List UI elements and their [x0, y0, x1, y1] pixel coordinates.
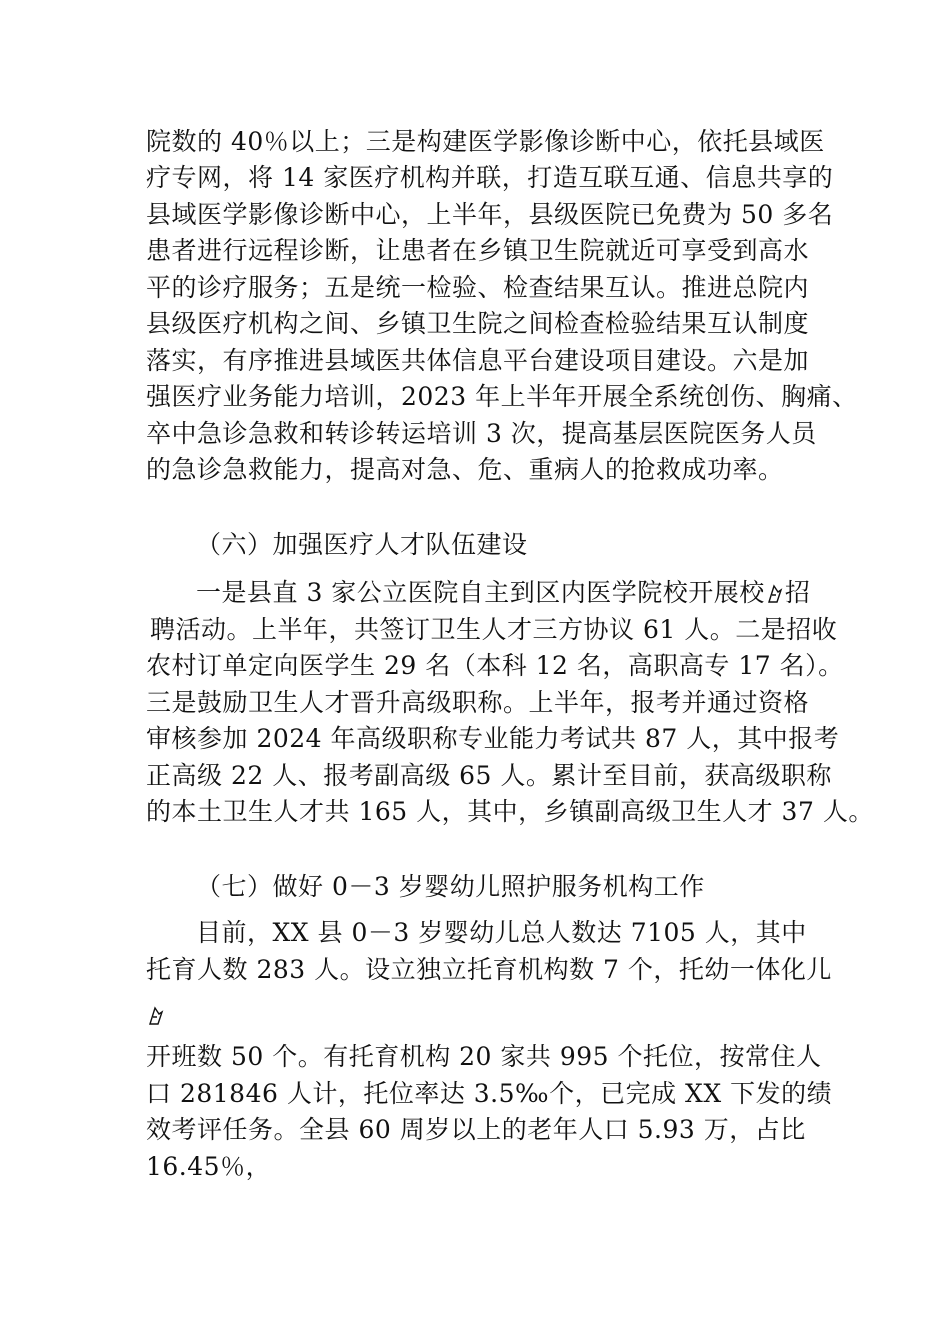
- text-line: 卒中急诊急救和转诊转运培训 3 次，提高基层医院医务人员: [146, 419, 817, 448]
- text-line: 平的诊疗服务；五是统一检验、检查结果互认。推进总院内: [146, 273, 810, 302]
- text-line: 效考评任务。全县 60 周岁以上的老年人口 5.93 万，占比: [146, 1115, 806, 1144]
- text-line: 强医疗业务能力培训，2023 年上半年开展全系统创伤、胸痛、: [146, 382, 858, 411]
- text-line: 聘活动。上半年，共签订卫生人才三方协议 61 人。二是招收: [150, 615, 838, 644]
- text-line: 审核参加 2024 年高级职称专业能力考试共 87 人，其中报考: [146, 724, 840, 753]
- text-line: 的急诊急救能力，提高对急、危、重病人的抢救成功率。: [146, 455, 784, 484]
- text-line: 16.45％，: [146, 1152, 272, 1181]
- broken-glyph-icon: [146, 1004, 166, 1026]
- text-line: 患者进行远程诊断，让患者在乡镇卫生院就近可享受到高水: [146, 236, 810, 265]
- text-line: 农村订单定向医学生 29 名（本科 12 名，高职高专 17 名）。: [146, 651, 844, 680]
- section-heading: （七）做好 0－3 岁婴幼儿照护服务机构工作: [196, 872, 705, 901]
- text-line: 落实，有序推进县域医共体信息平台建设项目建设。六是加: [146, 346, 810, 375]
- text-line: 三是鼓励卫生人才晋升高级职称。上半年，报考并通过资格: [146, 688, 810, 717]
- text-line: 托育人数 283 人。设立独立托育机构数 7 个，托幼一体化儿: [146, 955, 832, 984]
- text-line: 正高级 22 人、报考副高级 65 人。累计至目前，获高级职称: [146, 761, 832, 790]
- text-line: 县域医学影像诊断中心，上半年，县级医院已免费为 50 多名: [146, 200, 834, 229]
- text-line: 开班数 50 个。有托育机构 20 家共 995 个托位，按常住人: [146, 1042, 822, 1071]
- broken-glyph-icon: [765, 578, 785, 600]
- text-line: 疗专网，将 14 家医疗机构并联，打造互联互通、信息共享的: [146, 163, 834, 192]
- section-heading: （六）加强医疗人才队伍建设: [196, 530, 528, 559]
- text-line: 口 281846 人计，托位率达 3.5‰个，已完成 XX 下发的绩: [146, 1079, 833, 1108]
- text-line: [196, 575, 810, 611]
- text-line: 目前，XX 县 0－3 岁婴幼儿总人数达 7105 人，其中: [196, 918, 807, 947]
- text-segment: 一是县直 3 家公立医院自主到区内医学院校开展校: [196, 578, 765, 607]
- text-line: 的本土卫生人才共 165 人，其中，乡镇副高级卫生人才 37 人。: [146, 797, 874, 826]
- text-line: 院数的 40％以上；三是构建医学影像诊断中心，依托县域医: [146, 127, 825, 156]
- text-line: 县级医疗机构之间、乡镇卫生院之间检查检验结果互认制度: [146, 309, 810, 338]
- text-segment: 招: [784, 578, 811, 607]
